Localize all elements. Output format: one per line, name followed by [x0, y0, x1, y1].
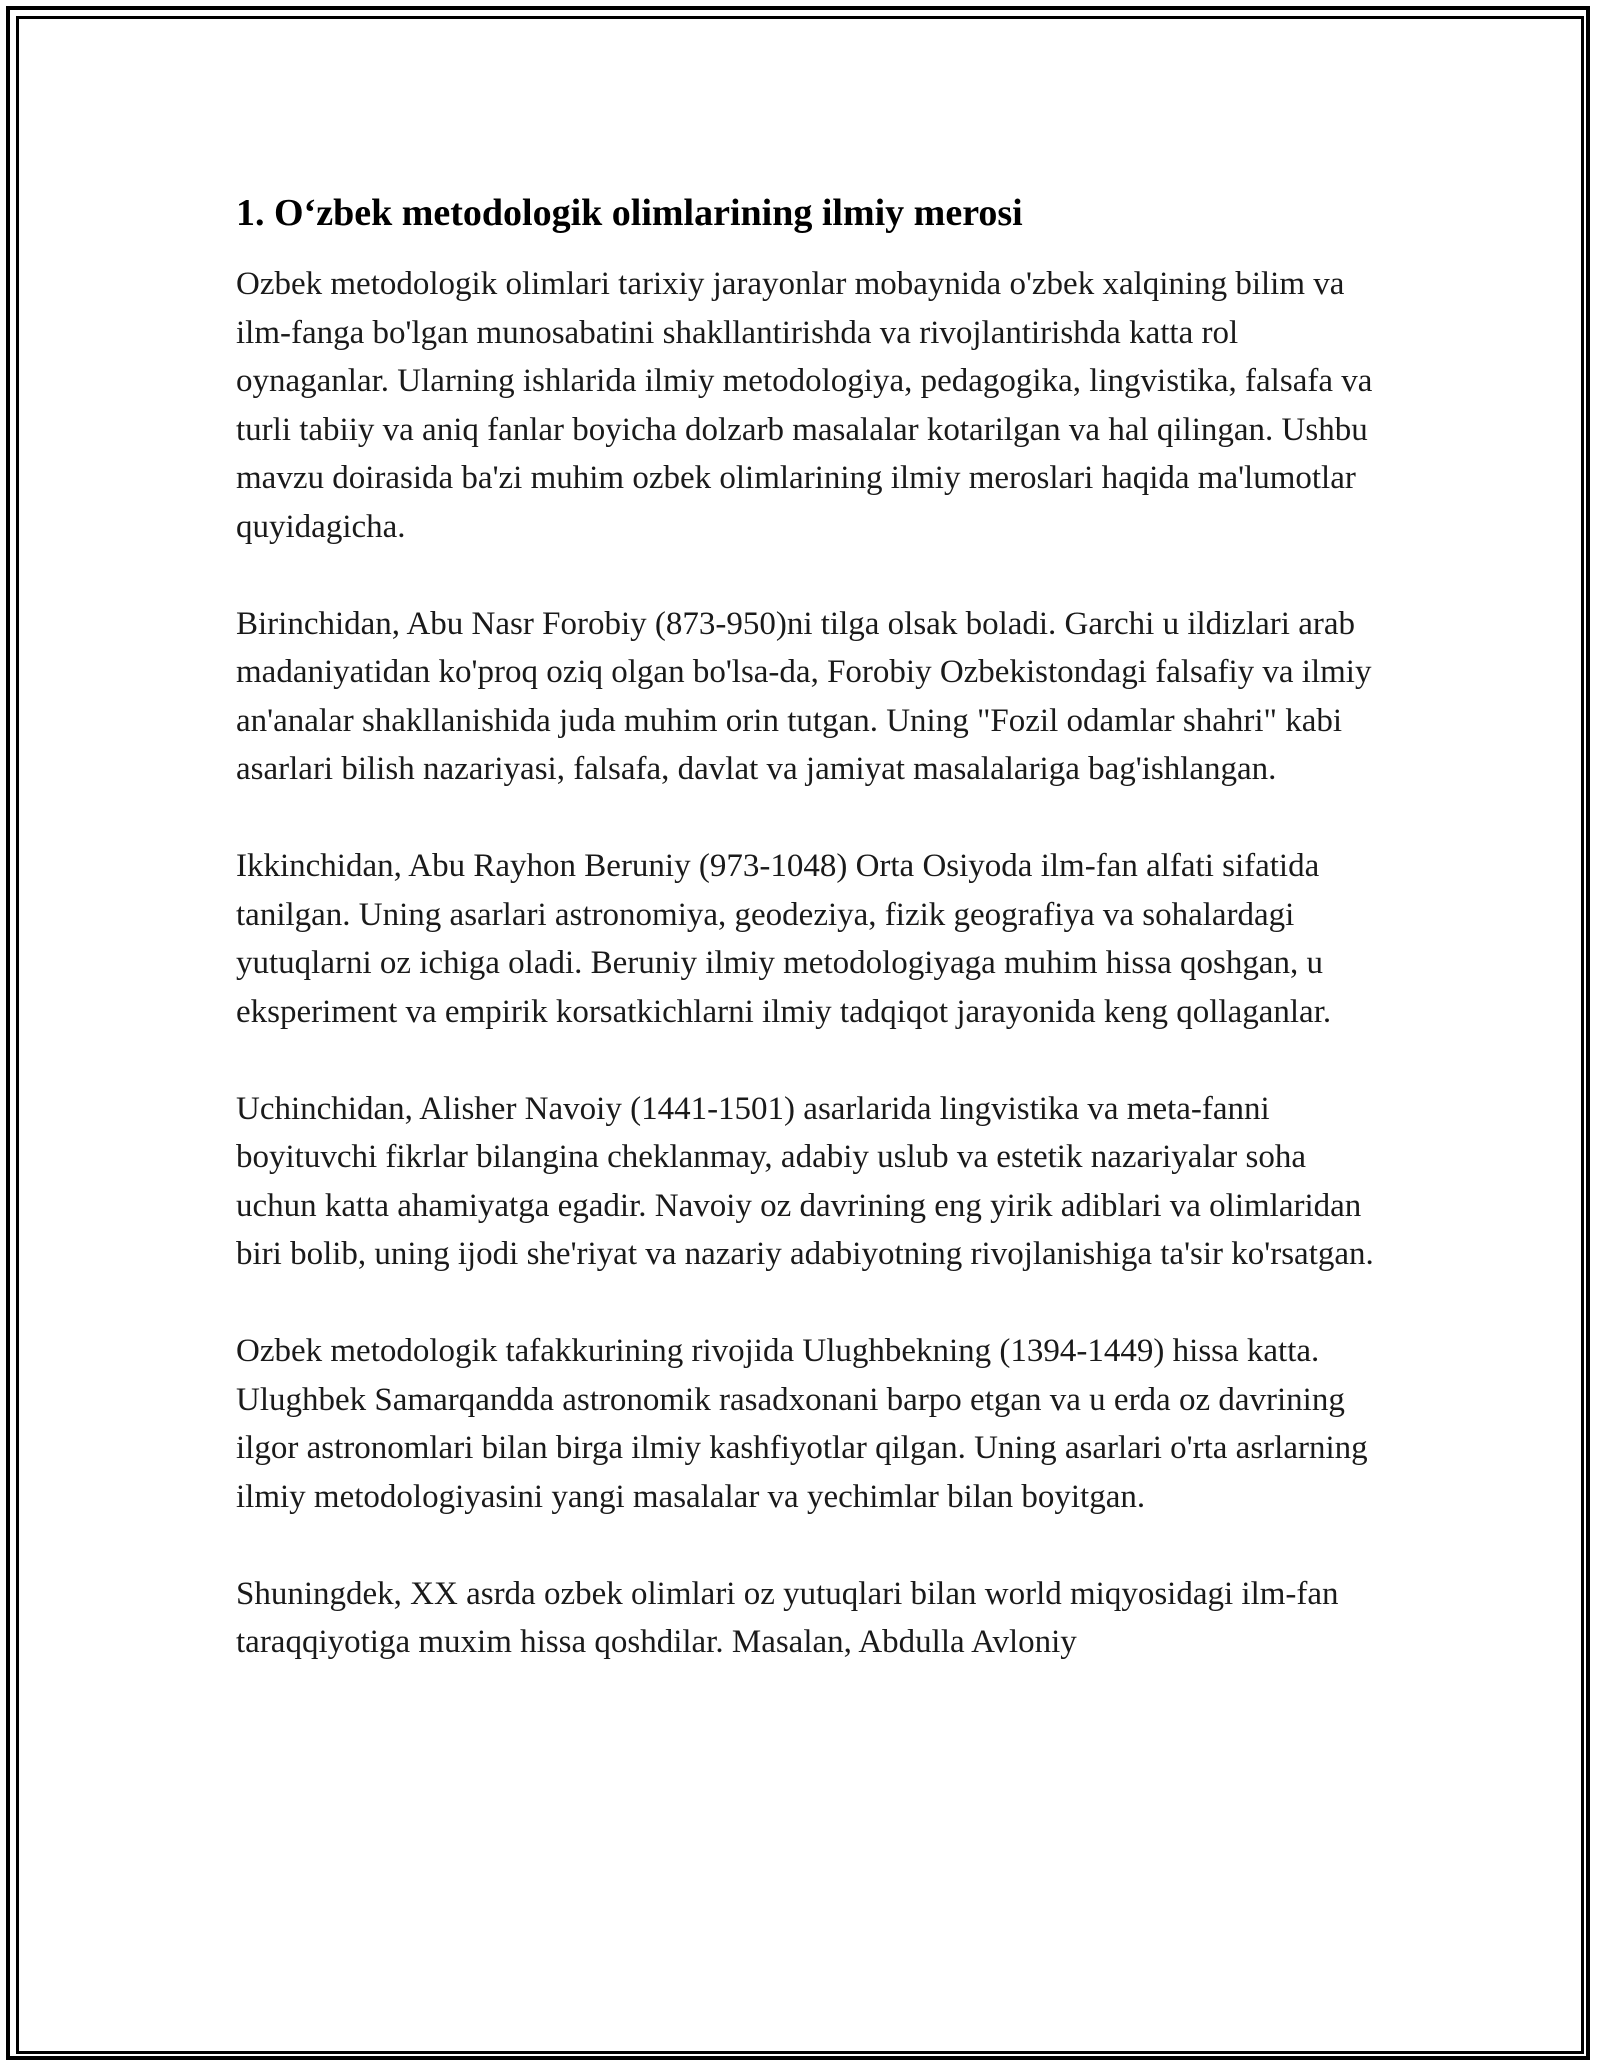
paragraph-navoiy: Uchinchidan, Alisher Navoiy (1441-1501) asarlarida lingvistika va meta-fanni boyituvchi fikrlar bilangina cheklanmay, adabiy uslub va estetik nazariyalar soha uchun katta ahamiyatga egadir. Navoiy oz davrining eng yirik adiblari va olimlaridan biri bolib, uning ijodi she'riyat va nazariy adabiyotning rivojlanishiga ta'sir ko'rsatgan.	[236, 1090, 1374, 1272]
paragraph-forobiy: Birinchidan, Abu Nasr Forobiy (873-950)ni tilga olsak boladi. Garchi u ildizlari arab madaniyatidan ko'proq oziq olgan bo'lsa-da, Forobiy Ozbekistondagi falsafiy va ilmiy an'analar shakllanishida juda muhim orin tutgan. Uning "Fozil odamlar shahri" kabi asarlari bilish nazariyasi, falsafa, davlat va jamiyat masalalariga bag'ishlangan.	[236, 605, 1372, 787]
document-body	[236, 186, 1376, 1667]
paragraph-intro: Ozbek metodologik olimlari tarixiy jarayonlar mobaynida o'zbek xalqining bilim va ilm-fanga bo'lgan munosabatini shakllantirishda va rivojlantirishda katta rol oynaganlar. Ularning ishlarida ilmiy metodologiya, pedagogika, lingvistika, falsafa va turli tabiiy va aniq fanlar boyicha dolzarb masalalar kotarilgan va hal qilingan. Ushbu mavzu doirasida ba'zi muhim ozbek olimlarining ilmiy meroslari haqida ma'lumotlar quyidagicha.	[236, 266, 1373, 545]
section-heading: 1. O‘zbek metodologik olimlarining ilmiy merosi	[236, 192, 1023, 234]
paragraph-ulughbek: Ozbek metodologik tafakkurining rivojida Ulughbekning (1394-1449) hissa katta. Ulughbek Samarqandda astronomik rasadxonani barpo etgan va u erda oz davrining ilgor astronomlari bilan birga ilmiy kashfiyotlar qilgan. Uning asarlari o'rta asrlarning ilmiy metodologiyasini yangi masalalar va yechimlar bilan boyitgan.	[236, 1333, 1368, 1515]
paragraph-xx-century: Shuningdek, XX asrda ozbek olimlari oz yutuqlari bilan world miqyosidagi ilm-fan taraqqiyotiga muxim hissa qoshdilar. Masalan, Abdulla Avloniy	[236, 1575, 1339, 1660]
paragraph-beruniy: Ikkinchidan, Abu Rayhon Beruniy (973-1048) Orta Osiyoda ilm-fan alfati sifatida tanilgan. Uning asarlari astronomiya, geodeziya, fizik geografiya va sohalardagi yutuqlarni oz ichiga oladi. Beruniy ilmiy metodologiyaga muhim hissa qoshgan, u eksperiment va empirik korsatkichlarni ilmiy tadqiqot jarayonida keng qollaganlar.	[236, 848, 1332, 1030]
